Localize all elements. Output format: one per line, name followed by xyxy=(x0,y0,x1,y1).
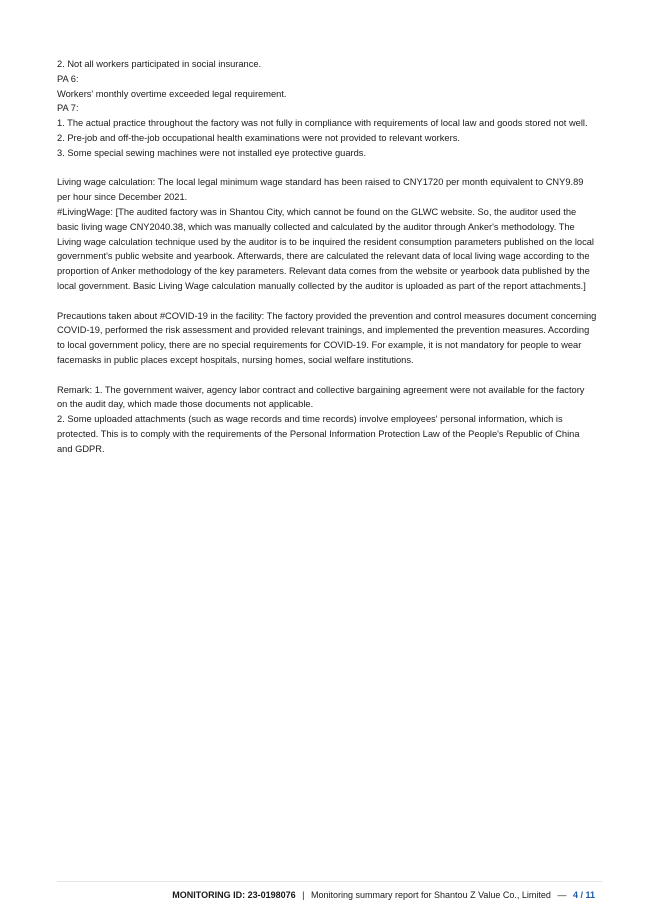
finding-line: 1. The actual practice throughout the factory was not fully in compliance with requirements of local law and goods stored not well. xyxy=(57,118,588,129)
spacer xyxy=(57,368,597,383)
footer-separator: | xyxy=(302,890,305,900)
footer-dash: — xyxy=(557,890,567,900)
monitoring-id: MONITORING ID: 23-0198076 xyxy=(172,890,296,900)
page-number: 4 / 11 xyxy=(572,890,595,900)
finding-heading: PA 6: xyxy=(57,73,79,84)
spacer xyxy=(57,294,597,309)
spacer xyxy=(57,161,597,176)
report-title: Monitoring summary report for Shantou Z Value Co., Limited xyxy=(311,890,551,900)
page-footer xyxy=(172,889,595,901)
finding-line: 2. Not all workers participated in social insurance. xyxy=(57,59,262,69)
living-wage-calculation: Living wage calculation: The local legal minimum wage standard has been raised to CNY1720 per month equivalent to CNY9.89 per hour since December 2021. xyxy=(57,177,584,203)
remark-paragraph: Remark: 1. The government waiver, agency labor contract and collective bargaining agreement were not available for the factory on the audit day, which made those documents not applicable. xyxy=(57,384,585,410)
finding-line: Workers' monthly overtime exceeded legal requirement. xyxy=(57,88,287,99)
footer-divider xyxy=(57,881,602,882)
finding-line: 2. Pre-job and off-the-job occupational health examinations were not provided to relevant workers. xyxy=(57,132,460,143)
report-body xyxy=(57,57,597,457)
remark-paragraph: 2. Some uploaded attachments (such as wage records and time records) involve employees' personal information, which is protected. This is to comply with the requirements of the Personal Information Protection Law of the People's Republic of China and GDPR. xyxy=(57,414,580,454)
finding-heading: PA 7: xyxy=(57,103,79,114)
living-wage-note: #LivingWage: [The audited factory was in Shantou City, which cannot be found on the GLWC website. So, the auditor used the basic living wage CNY2040.38, which was manually collected and calculated by the auditor through Anker's methodology. The Living wage calculation technique used by the auditor is to be inquired the resident consumption parameters published on the local government's public website and yearbook. Afterwards, there are calculated the relevant data of local living wage according to the proportion of Anker methodology of the key parameters. Relevant data comes from the website or yearbook data published by the local government. Basic Living Wage calculation manually collected by the auditor is uploaded as part of the report attachments.] xyxy=(57,206,594,291)
finding-line: 3. Some special sewing machines were not installed eye protective guards. xyxy=(57,147,367,158)
covid-precautions: Precautions taken about #COVID-19 in the facility: The factory provided the prevention and control measures document concerning COVID-19, performed the risk assessment and provided relevant trainings, and implemented the prevention measures. According to local government policy, there are no special requirements for COVID-19. For example, it is not mandatory for people to wear facemasks in public places except hospitals, nursing homes, social welfare institutions. xyxy=(57,310,597,365)
